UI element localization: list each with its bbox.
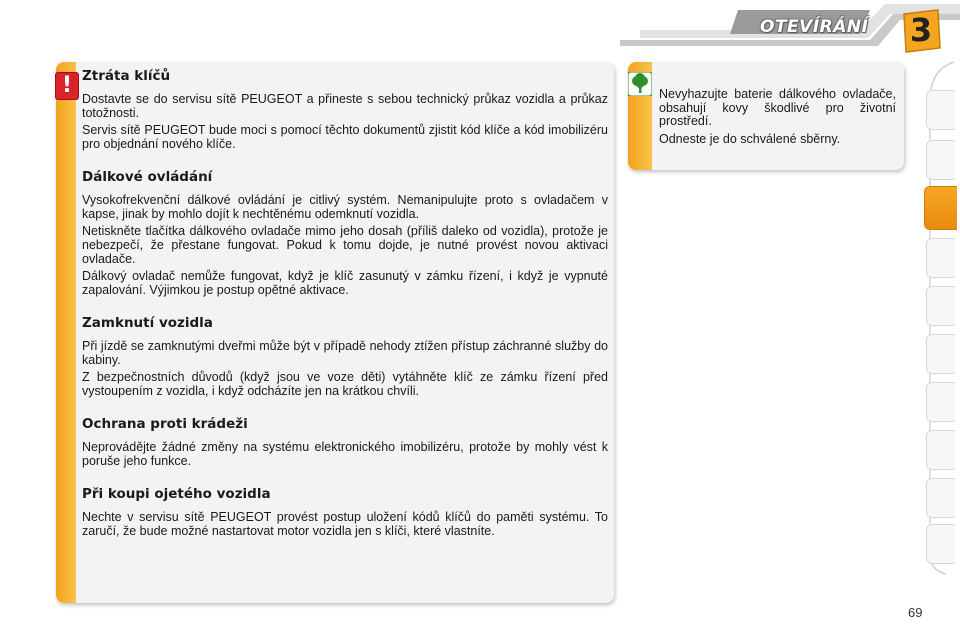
section-paragraph: Při jízdě se zamknutými dveřmi může být v případě nehody ztížen přístup záchranné služby do kabiny. — [82, 339, 608, 367]
section-title: Zamknutí vozidla — [82, 315, 213, 331]
chapter-tab-5[interactable] — [926, 286, 955, 326]
chapter-tab-9[interactable] — [926, 478, 955, 518]
section-remote-control — [82, 169, 608, 297]
chapter-tab-rail — [926, 60, 960, 575]
environment-note-panel — [628, 62, 904, 170]
section-paragraph: Vysokofrekvenční dálkové ovládání je citlivý systém. Nemanipulujte proto s ovladačem v kapse, jinak by mohlo dojít k nechtěnému odemknutí vozidla. — [82, 193, 608, 221]
section-paragraph: Nechte v servisu sítě PEUGEOT provést postup uložení kódů klíčů do paměti systému. To zaručí, že bude možné nastartovat motor vozidla jen s klíči, které vlastníte. — [82, 510, 608, 538]
chapter-tab-8[interactable] — [926, 430, 955, 470]
section-title: Ztráta klíčů — [82, 68, 171, 84]
section-used-vehicle — [82, 486, 608, 538]
section-paragraph: Neprovádějte žádné změny na systému elektronického imobilizéru, protože by mohly vést k poruše jeho funkce. — [82, 440, 608, 468]
chapter-number: 3 — [909, 11, 933, 49]
side-panel-content — [659, 88, 896, 150]
section-paragraph: Z bezpečnostních důvodů (když jsou ve voze děti) vytáhněte klíč ze zámku řízení před vystoupením z vozidla, i když odcházíte jen na krátkou chvíli. — [82, 370, 608, 398]
section-vehicle-locking — [82, 315, 608, 398]
page-number: 69 — [908, 605, 923, 620]
chapter-tab-4[interactable] — [926, 238, 955, 278]
chapter-tab-3[interactable] — [924, 186, 957, 230]
tree-shape — [628, 72, 652, 96]
section-paragraph: Servis sítě PEUGEOT bude moci s pomocí těchto dokumentů zjistit kód klíče a kód imobilizéru pro objednání nového klíče. — [82, 123, 608, 151]
section-anti-theft — [82, 416, 608, 468]
main-panel-content — [82, 68, 608, 556]
chapter-tab-7[interactable] — [926, 382, 955, 422]
warning-exclamation-icon: ! — [55, 72, 79, 100]
main-panel-stripe — [56, 62, 76, 603]
section-title: Ochrana proti krádeži — [82, 416, 248, 432]
section-paragraph: Dálkový ovladač nemůže fungovat, když je klíč zasunutý v zámku řízení, i když je vypnuté zapalování. Výjimkou je postup opětné aktivace. — [82, 269, 608, 297]
chapter-tab-1[interactable] — [926, 90, 955, 130]
chapter-tab-2[interactable] — [926, 140, 955, 180]
chapter-title: OTEVÍRÁNÍ — [760, 17, 869, 37]
section-paragraph: Dostavte se do servisu sítě PEUGEOT a přineste s sebou technický průkaz vozidla a průkaz totožnosti. — [82, 92, 608, 120]
main-info-panel — [56, 62, 614, 603]
section-title: Dálkové ovládání — [82, 169, 213, 185]
chapter-tab-6[interactable] — [926, 334, 955, 374]
section-lost-keys — [82, 68, 608, 151]
note-paragraph: Odneste je do schválené sběrny. — [659, 131, 841, 146]
note-paragraph: Nevyhazujte baterie dálkového ovladače, obsahují kovy škodlivé pro životní prostředí. — [659, 87, 896, 128]
section-paragraph: Netiskněte tlačítka dálkového ovladače mimo jeho dosah (příliš daleko od vozidla), protože je nebezpečí, že přestane fungovat. Pokud k tomu dojde, je nutné provést novou aktivaci ovladače. — [82, 224, 608, 266]
section-title: Při koupi ojetého vozidla — [82, 486, 271, 502]
chapter-tab-10[interactable] — [926, 524, 955, 564]
environment-tree-icon — [628, 72, 652, 96]
